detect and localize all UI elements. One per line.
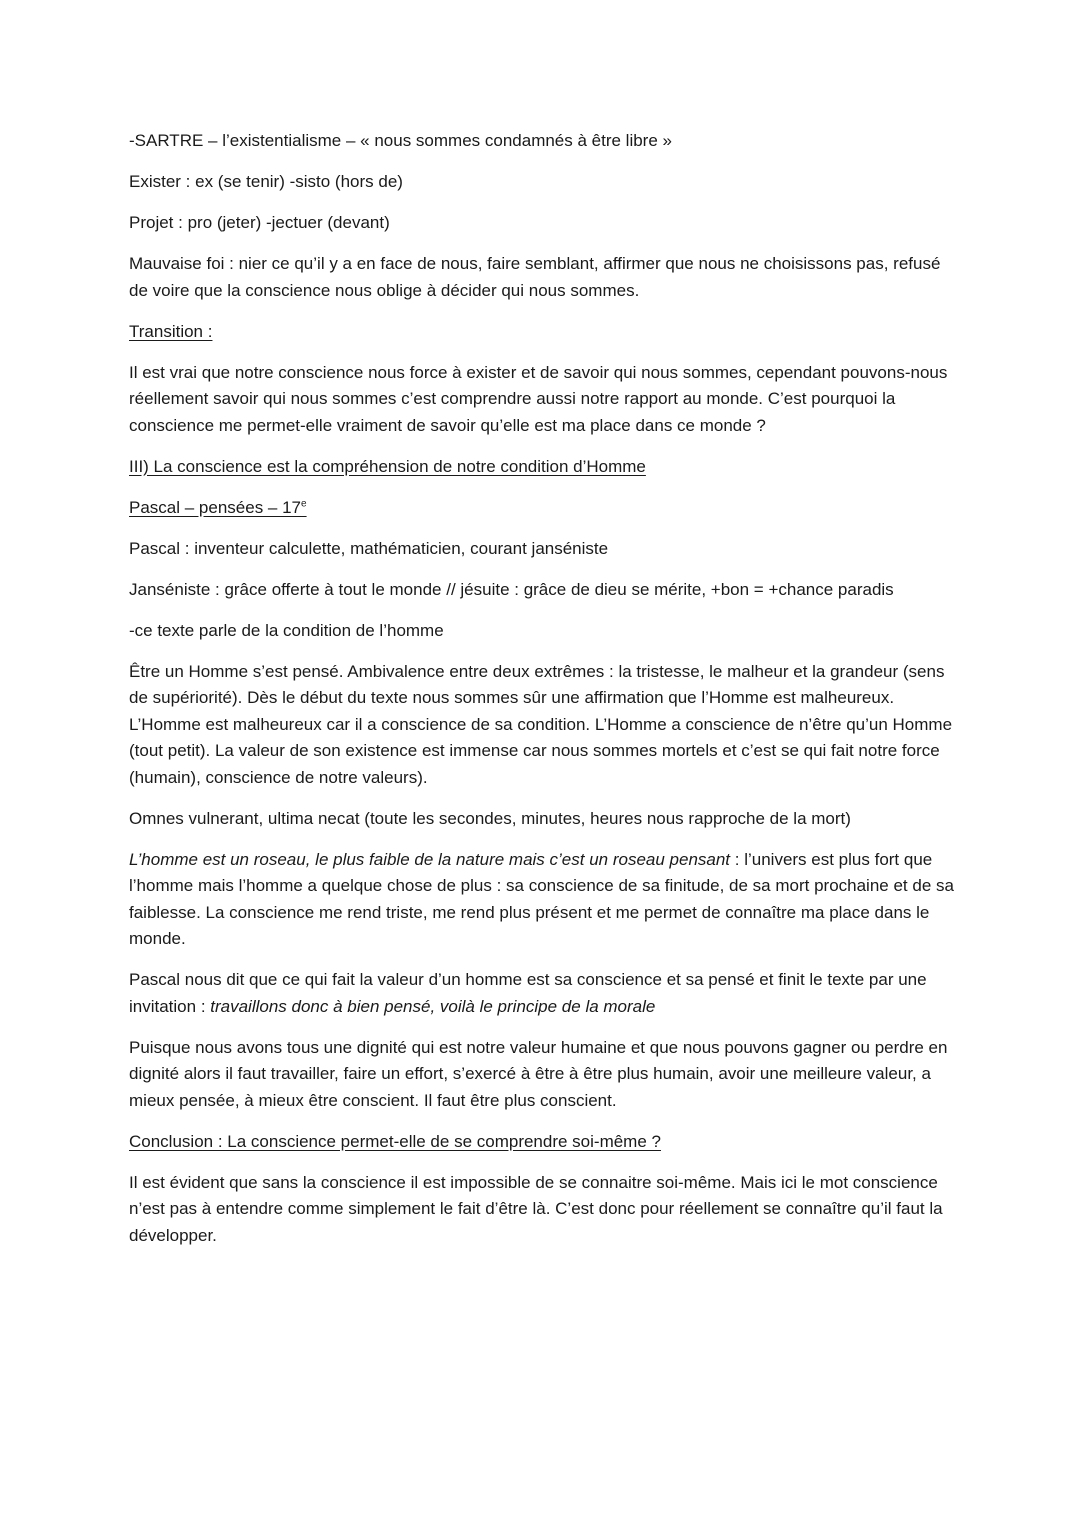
- document-page: [129, 128, 959, 1264]
- mauvaise-foi-paragraph: Mauvaise foi : nier ce qu’il y a en face de nous, faire semblant, affirmer que nous ne choisissons pas, refusé de voire que la conscience nous oblige à décider qui nous sommes.: [129, 254, 941, 300]
- homme-paragraph: Être un Homme s’est pensé. Ambivalence entre deux extrêmes : la tristesse, le malheur et la grandeur (sens de supériorité). Dès le début du texte nous sommes sûr une affirmation que l’Homme est malheureux. L’Homme est malheureux car il a conscience de sa condition. L’Homme a conscience de n’être qu’un Homme (tout petit). La valeur de son existence est immense car nous sommes mortels et c’est se qui fait notre force (humain), conscience de notre valeurs).: [129, 661, 953, 787]
- roseau-paragraph: [129, 847, 959, 953]
- transition-heading: Transition :: [129, 321, 213, 341]
- pascal-invitation-paragraph: [129, 967, 959, 1020]
- conclusion-paragraph: Il est évident que sans la conscience il est impossible de se connaitre soi-même. Mais ici le mot conscience n’est pas à entendre comme simplement le fait d’être là. C’est donc pour réellement se connaître qu’il faut la développer.: [129, 1172, 943, 1245]
- omnes-vulnerant-line: Omnes vulnerant, ultima necat (toute les secondes, minutes, heures nous rapproche de la mort): [129, 808, 851, 828]
- exister-definition: Exister : ex (se tenir) -sisto (hors de): [129, 172, 403, 191]
- sartre-line: -SARTRE – l’existentialisme – « nous sommes condamnés à être libre »: [129, 131, 672, 150]
- pascal-description: Pascal : inventeur calculette, mathématicien, courant janséniste: [129, 538, 609, 558]
- text-topic-line: -ce texte parle de la condition de l’homme: [129, 620, 444, 640]
- pascal-heading-superscript: e: [301, 497, 307, 509]
- pascal-invitation-text: Pascal nous dit que ce qui fait la valeur d’un homme est sa conscience et sa pensé et finit le texte par une invitation :: [129, 970, 927, 1016]
- roseau-quote: L’homme est un roseau, le plus faible de la nature mais c’est un roseau pensant: [129, 849, 731, 869]
- pascal-heading: [129, 495, 959, 522]
- conclusion-heading: Conclusion : La conscience permet-elle de se comprendre soi-même ?: [129, 1131, 661, 1151]
- jansenist-definition: Janséniste : grâce offerte à tout le monde // jésuite : grâce de dieu se mérite, +bon = +chance paradis: [129, 579, 894, 599]
- transition-paragraph: Il est vrai que notre conscience nous force à exister et de savoir qui nous sommes, cependant pouvons-nous réellement savoir qui nous sommes c’est comprendre aussi notre rapport au monde. C’est pourquoi la conscience me permet-elle vraiment de savoir qu’elle est ma place dans ce monde ?: [129, 362, 948, 435]
- pascal-invitation-quote: travaillons donc à bien pensé, voilà le principe de la morale: [210, 996, 656, 1016]
- pascal-heading-text: Pascal – pensées – 17: [129, 497, 302, 517]
- dignite-paragraph: Puisque nous avons tous une dignité qui est notre valeur humaine et que nous pouvons gagner ou perdre en dignité alors il faut travailler, faire un effort, s’exercé à être à être plus humain, avoir une meilleure valeur, a mieux pensée, à mieux être conscient. Il faut être plus conscient.: [129, 1037, 948, 1110]
- projet-definition: Projet : pro (jeter) -jectuer (devant): [129, 213, 390, 232]
- section-3-heading: III) La conscience est la compréhension de notre condition d’Homme: [129, 456, 646, 476]
- roseau-explanation: : l’univers est plus fort que l’homme mais l’homme a quelque chose de plus : sa conscience de sa finitude, de sa mort prochaine et de sa faiblesse. La conscience me rend triste, me rend plus présent et me permet de connaître ma place dans le monde.: [129, 849, 954, 948]
